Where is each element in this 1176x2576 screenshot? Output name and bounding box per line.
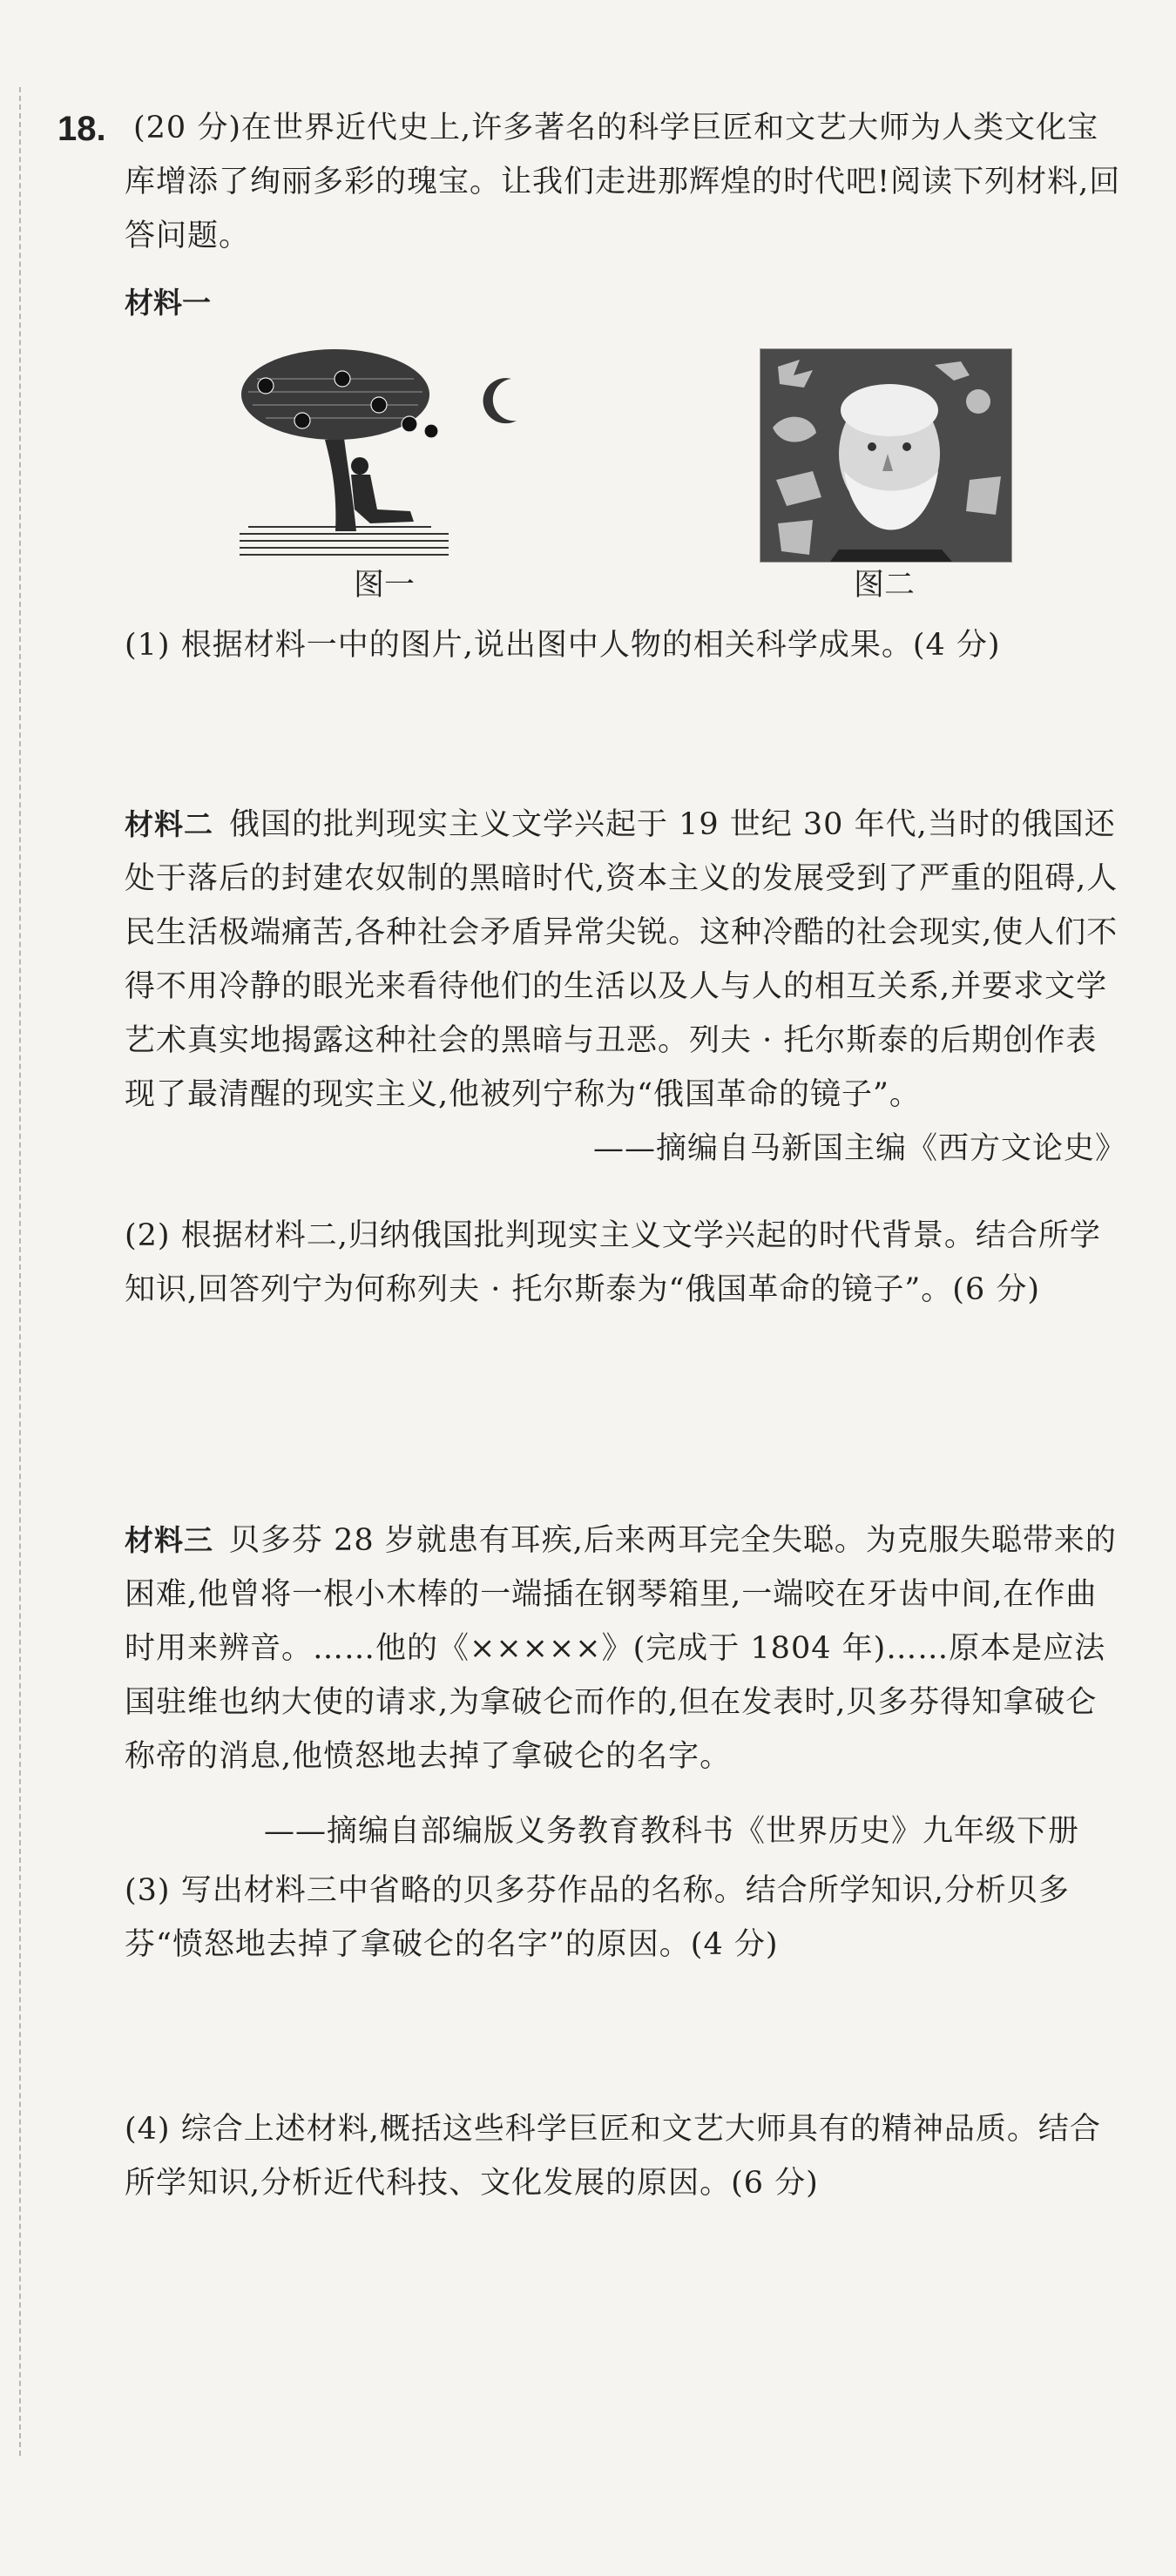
material3-title: 材料三 (125, 1523, 213, 1557)
question-number: 18. (57, 110, 106, 148)
margin-dashed-rule (19, 87, 21, 2456)
figure1-newton-apple-tree (240, 344, 536, 562)
material2-source: ——摘编自马新国主编《西方文论史》 (592, 1131, 1126, 1166)
sub-question-3: (3) 写出材料三中省略的贝多芬作品的名称。结合所学知识,分析贝多芬“愤怒地去掉了拿破仑的名字”的原因。(4 分) (125, 1873, 1070, 1962)
material2-title: 材料二 (125, 807, 213, 841)
material1-title: 材料一 (125, 286, 211, 320)
figure2-caption: 图二 (854, 568, 916, 603)
material2-body: 俄国的批判现实主义文学兴起于 19 世纪 30 年代,当时的俄国还处于落后的封建农奴制的黑暗时代,资本主义的发展受到了严重的阻碍,人民生活极端痛苦,各种社会矛盾异常尖锐。这种冷酷的社会现实,使人们不得不用冷静的眼光来看待他们的生活以及人与人的相互关系,并要求文学艺术真实地揭露这种社会的黑暗与丑恶。列夫 · 托尔斯泰的后期创作表现了最清醒的现实主义,他被列宁称为“俄国革命的镜子”。 (125, 807, 1119, 1112)
material3-source: ——摘编自部编版义务教育教科书《世界历史》九年级下册 (264, 1814, 1080, 1849)
material2-block (125, 798, 1126, 1176)
sub-question-1: (1) 根据材料一中的图片,说出图中人物的相关科学成果。(4 分) (125, 628, 1001, 663)
question-intro: (20 分)在世界近代史上,许多著名的科学巨匠和文艺大师为人类文化宝库增添了绚丽多彩的瑰宝。让我们走进那辉煌的时代吧!阅读下列材料,回答问题。 (125, 111, 1121, 253)
figure1-caption: 图一 (354, 568, 416, 603)
material3-block (125, 1514, 1126, 1784)
figure2-darwin-with-animals (760, 348, 1012, 563)
sub-question-4: (4) 综合上述材料,概括这些科学巨匠和文艺大师具有的精神品质。结合所学知识,分析近代科技、文化发展的原因。(6 分) (125, 2112, 1101, 2201)
material3-body: 贝多芬 28 岁就患有耳疾,后来两耳完全失聪。为克服失聪带来的困难,他曾将一根小木棒的一端插在钢琴箱里,一端咬在牙齿中间,在作曲时用来辨音。……他的《×××××》(完成于 1804 年)……原本是应法国驻维也纳大使的请求,为拿破仑而作的,但在发表时,贝多芬得知拿破仑称帝的消息,他愤怒地去掉了拿破仑的名字。 (125, 1523, 1117, 1774)
sub-question-2: (2) 根据材料二,归纳俄国批判现实主义文学兴起的时代背景。结合所学知识,回答列宁为何称列夫 · 托尔斯泰为“俄国革命的镜子”。(6 分) (125, 1218, 1101, 1307)
